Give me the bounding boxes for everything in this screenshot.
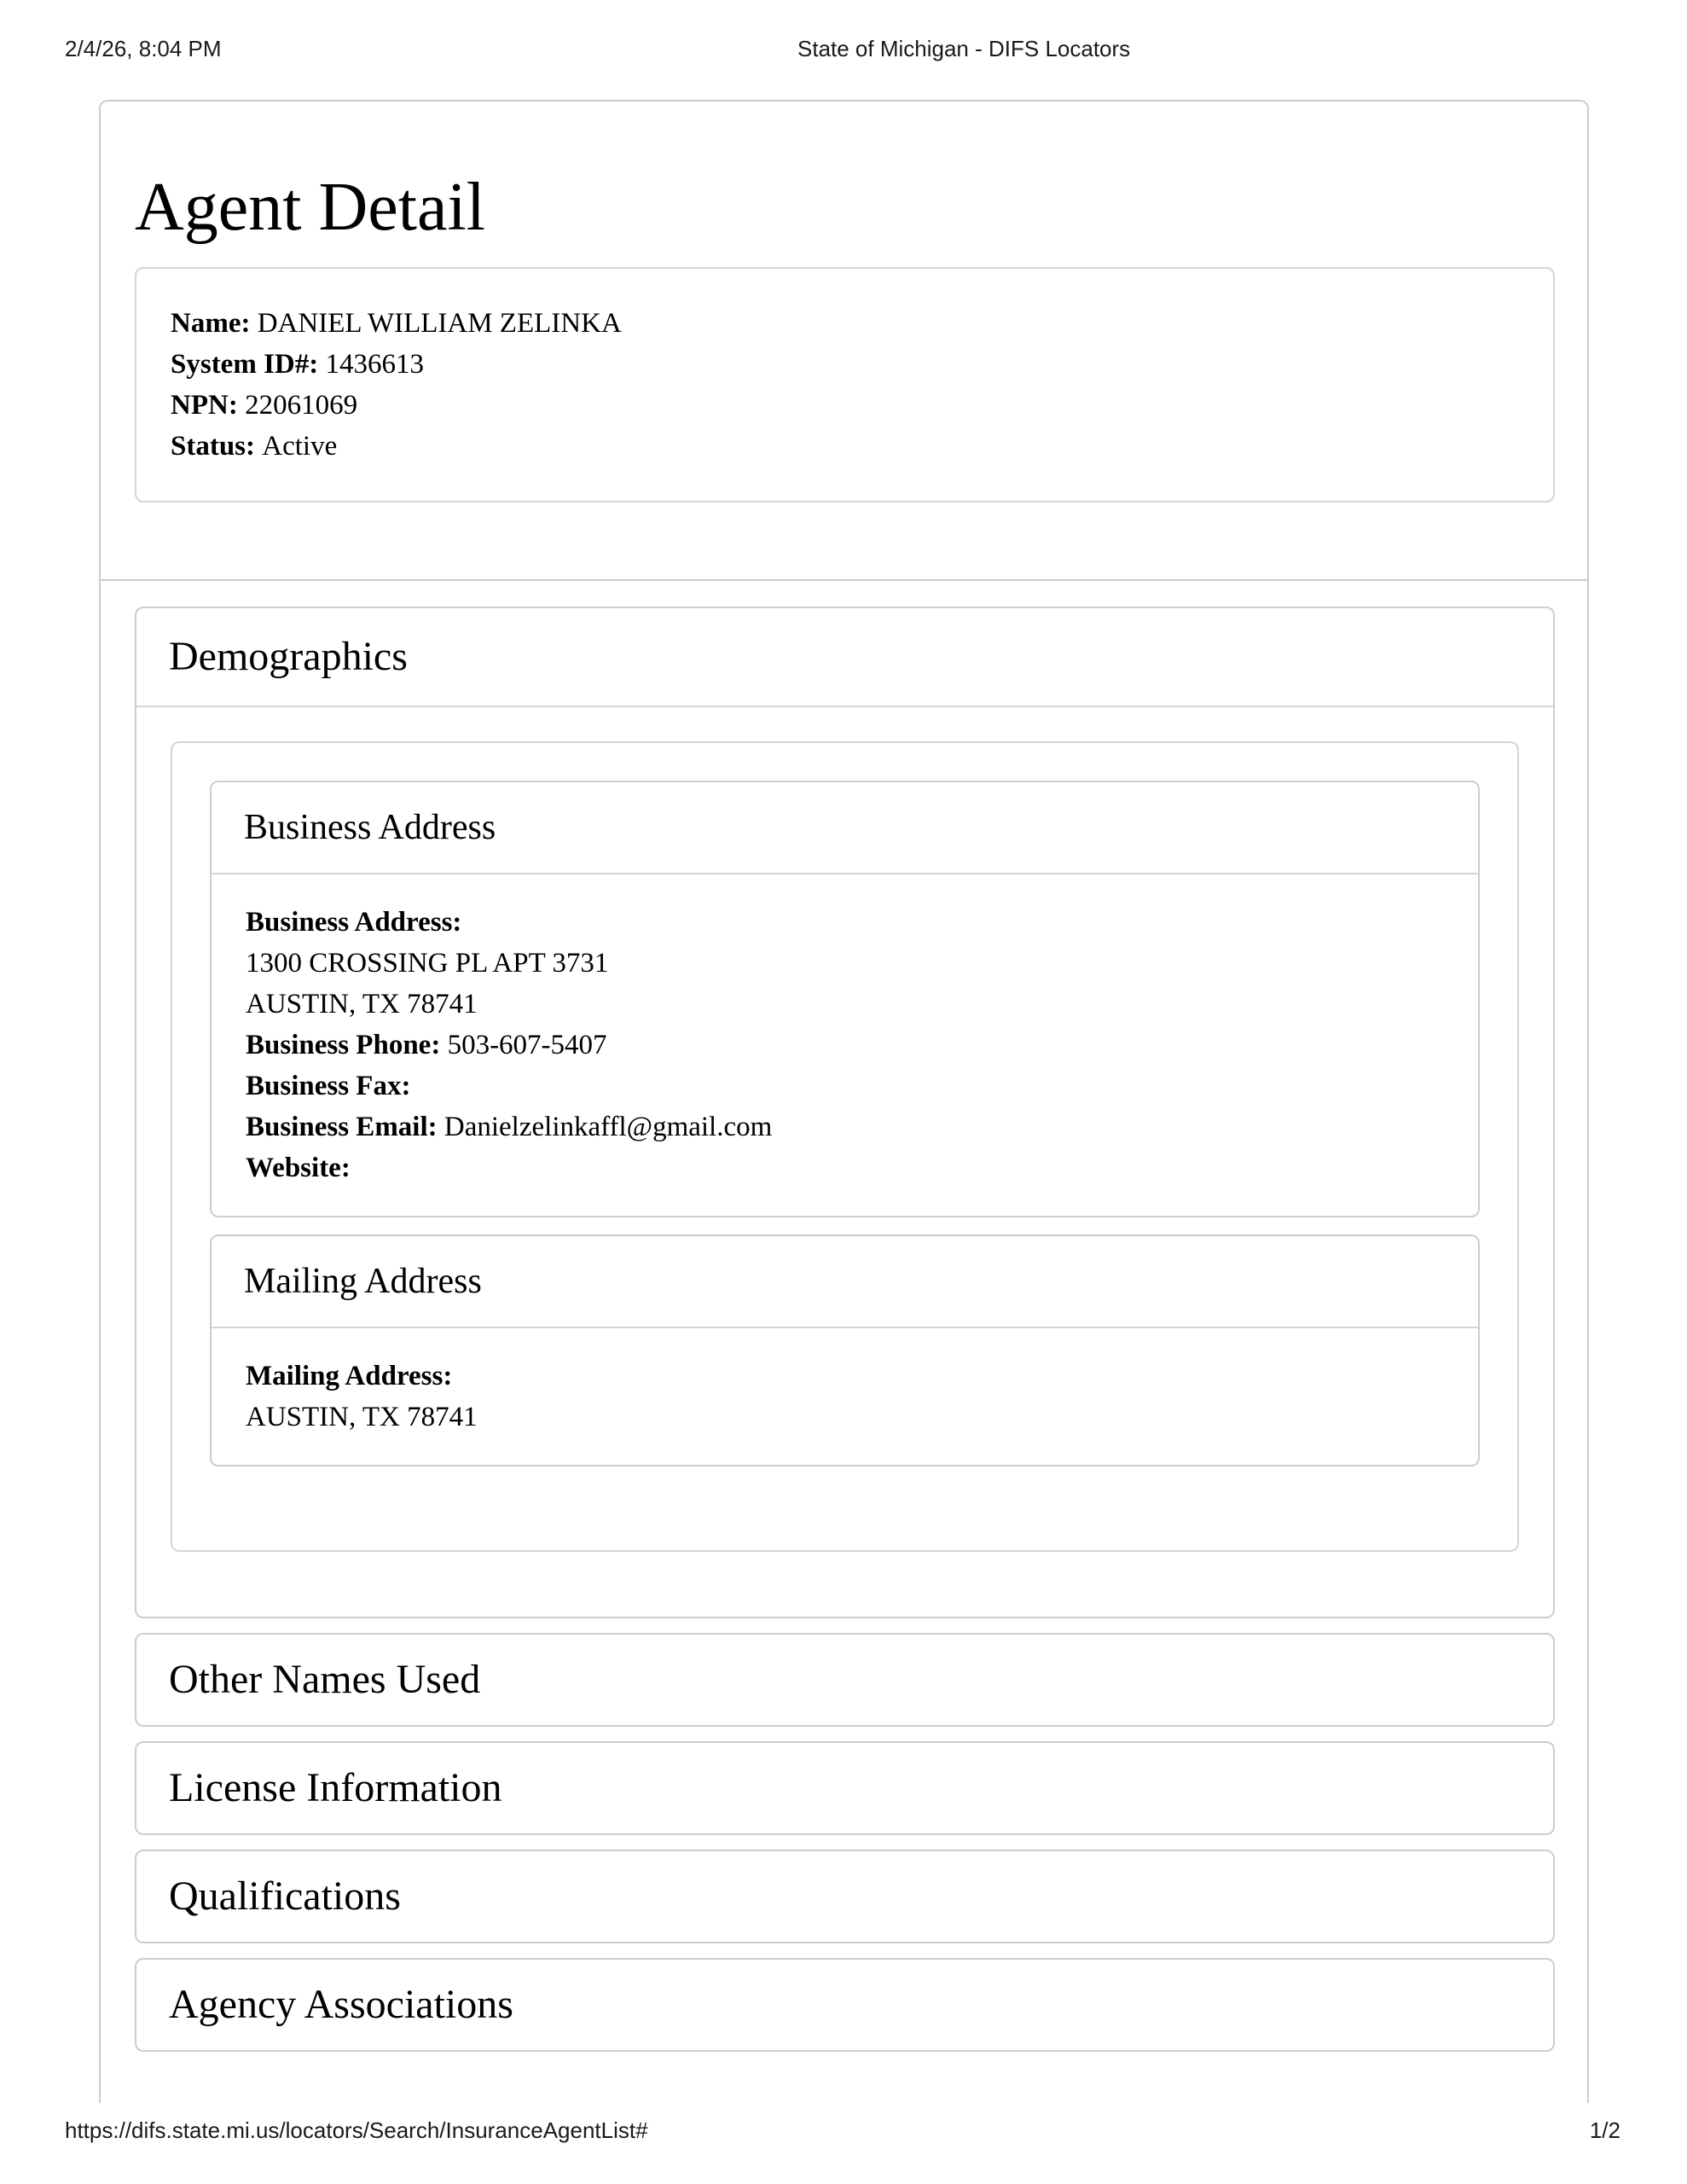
business-phone-value: 503-607-5407 [447, 1030, 607, 1060]
mailing-address-label-row [246, 1356, 1444, 1397]
page-title: Agent Detail [135, 170, 485, 245]
mailing-address-body [212, 1328, 1478, 1465]
agent-name-label: Name: [171, 308, 258, 339]
section-other-names-used [135, 1633, 1555, 1727]
section-title-other-names-used: Other Names Used [169, 1657, 481, 1702]
address-group-box [171, 741, 1519, 1552]
print-footer-page-indicator: 1/2 [1589, 2117, 1620, 2143]
business-email-label: Business Email: [246, 1112, 444, 1142]
section-header-other-names-used[interactable] [136, 1635, 1553, 1725]
business-fax-row [246, 1066, 1444, 1107]
npn-row [171, 385, 1519, 426]
business-address-label-row [246, 902, 1444, 943]
mailing-address-field-label: Mailing Address: [246, 1361, 453, 1391]
npn-label: NPN: [171, 390, 246, 421]
agent-detail-sections [101, 579, 1587, 2052]
status-value: Active [262, 431, 338, 462]
npn-value: 22061069 [245, 390, 358, 421]
agent-name-row [171, 303, 1519, 344]
mailing-address-card [210, 1234, 1480, 1467]
business-website-row [246, 1147, 1444, 1188]
section-header-demographics[interactable] [136, 608, 1553, 707]
status-row [171, 426, 1519, 467]
system-id-label: System ID#: [171, 349, 326, 380]
section-title-license-information: License Information [169, 1765, 502, 1810]
business-address-field-label: Business Address: [246, 907, 462, 938]
section-title-demographics: Demographics [169, 634, 408, 679]
print-document-title: State of Michigan - DIFS Locators [797, 36, 1131, 61]
agent-detail-top-section [101, 102, 1587, 502]
system-id-row [171, 344, 1519, 385]
section-title-agency-associations: Agency Associations [169, 1982, 513, 2027]
section-title-qualifications: Qualifications [169, 1873, 401, 1919]
section-header-license-information[interactable] [136, 1743, 1553, 1833]
business-street-value: 1300 CROSSING PL APT 3731 [246, 948, 609, 979]
print-datetime: 2/4/26, 8:04 PM [65, 36, 222, 61]
section-agency-associations [135, 1958, 1555, 2052]
agent-detail-card [99, 100, 1589, 2103]
business-email-row [246, 1107, 1444, 1147]
business-website-label: Website: [246, 1153, 351, 1183]
status-label: Status: [171, 431, 263, 462]
agent-summary-box [135, 267, 1555, 502]
mailing-city-value: AUSTIN, TX 78741 [246, 1402, 478, 1432]
business-phone-label: Business Phone: [246, 1030, 448, 1060]
section-qualifications [135, 1850, 1555, 1943]
business-address-header [212, 782, 1478, 874]
business-address-card [210, 781, 1480, 1217]
business-address-title: Business Address [244, 808, 496, 847]
print-footer-url: https://difs.state.mi.us/locators/Search/InsuranceAgentList# [65, 2117, 648, 2143]
business-address-body [212, 874, 1478, 1216]
mailing-address-header [212, 1236, 1478, 1328]
business-address-city-row [246, 984, 1444, 1025]
system-id-value: 1436613 [325, 349, 424, 380]
section-license-information [135, 1741, 1555, 1835]
business-phone-row [246, 1025, 1444, 1066]
section-header-qualifications[interactable] [136, 1851, 1553, 1942]
business-city-value: AUSTIN, TX 78741 [246, 989, 478, 1019]
business-email-value: Danielzelinkaffl@gmail.com [443, 1112, 773, 1142]
agent-name-value: DANIEL WILLIAM ZELINKA [257, 308, 622, 339]
business-fax-label: Business Fax: [246, 1071, 411, 1101]
mailing-address-city-row [246, 1397, 1444, 1438]
section-demographics [135, 607, 1555, 1618]
mailing-address-title: Mailing Address [244, 1262, 482, 1301]
demographics-body [136, 707, 1553, 1617]
section-header-agency-associations[interactable] [136, 1960, 1553, 2050]
business-address-street-row [246, 943, 1444, 984]
